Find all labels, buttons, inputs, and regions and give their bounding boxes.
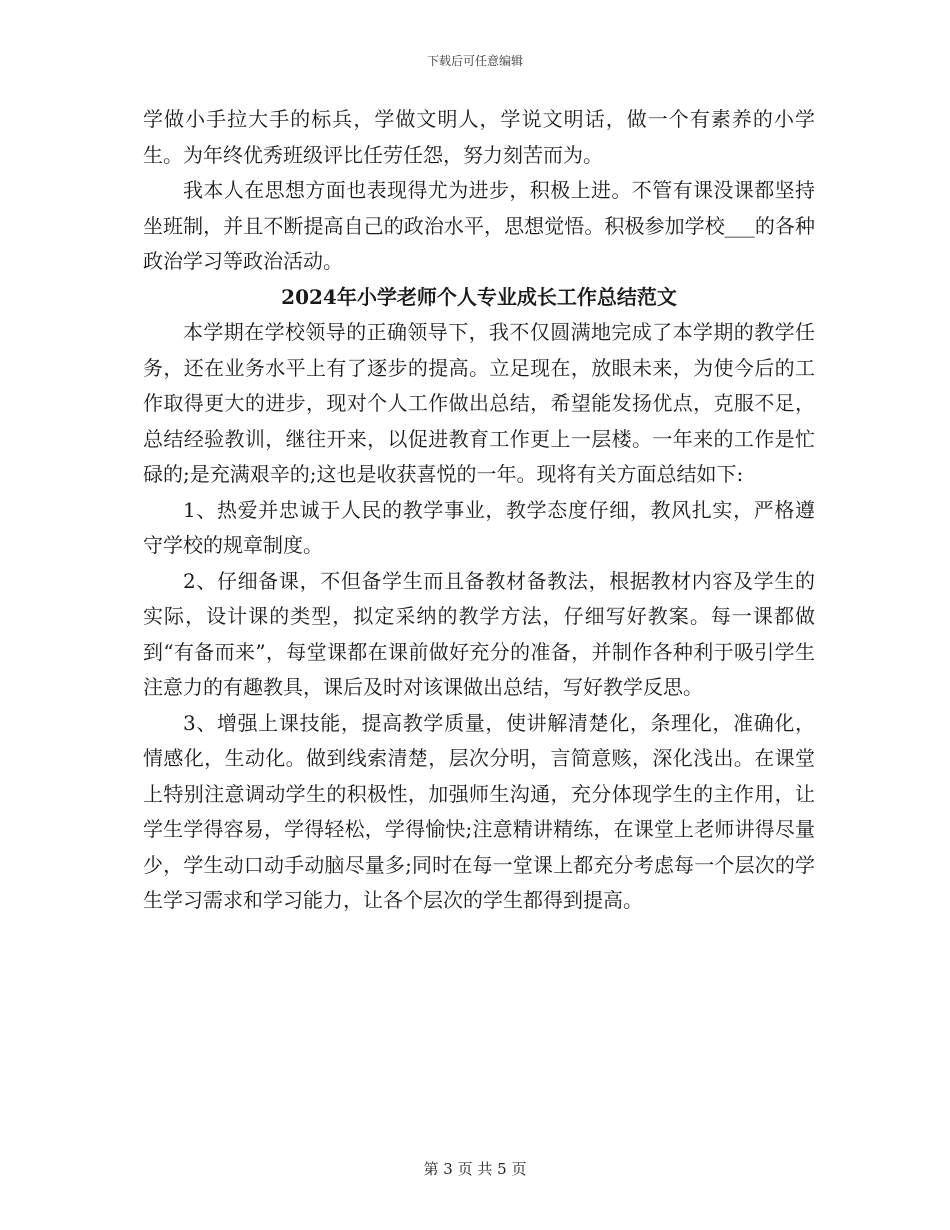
paragraph-continued: 学做小手拉大手的标兵，学做文明人，学说文明话，做一个有素养的小学生。为年终优秀班级评比任劳任怨，努力刻苦而为。 (143, 107, 815, 167)
paragraph-item-2: 2、仔细备课，不但备学生而且备教材备教法，根据教材内容及学生的实际，设计课的类型，拟定采纳的教学方法，仔细写好教案。每一课都做到“有备而来”，每堂课都在课前做好充分的准备，并制作各种利于吸引学生注意力的有趣教具，课后及时对该课做出总结，写好教学反思。 (143, 568, 815, 699)
page-header-note: 下载后可任意编辑 (426, 54, 523, 68)
section-title: 2024年小学老师个人专业成长工作总结范文 (281, 284, 677, 309)
paragraph-thought: 我本人在思想方面也表现得尤为进步，积极上进。不管有课没课都坚持坐班制，并且不断提高自己的政治水平，思想觉悟。积极参加学校___的各种政治学习等政治活动。 (143, 178, 815, 273)
paragraph-item-3: 3、增强上课技能，提高教学质量，使讲解清楚化，条理化，准确化，情感化，生动化。做到线索清楚，层次分明，言简意赅，深化浅出。在课堂上特别注意调动学生的积极性，加强师生沟通，充分体现学生的主作用，让学生学得容易，学得轻松，学得愉快;注意精讲精练，在课堂上老师讲得尽量少，学生动口动手动脑尽量多;同时在每一堂课上都充分考虑每一个层次的学生学习需求和学习能力，让各个层次的学生都得到提高。 (143, 710, 815, 912)
paragraph-intro: 本学期在学校领导的正确领导下，我不仅圆满地完成了本学期的教学任务，还在业务水平上有了逐步的提高。立足现在，放眼未来，为使今后的工作取得更大的进步，现对个人工作做出总结，希望能发扬优点，克服不足，总结经验教训，继往开来，以促进教育工作更上一层楼。一年来的工作是忙碌的;是充满艰辛的;这也是收获喜悦的一年。现将有关方面总结如下: (143, 320, 815, 486)
paragraph-item-1: 1、热爱并忠诚于人民的教学事业，教学态度仔细，教风扎实，严格遵守学校的规章制度。 (143, 497, 815, 557)
document-body (143, 102, 815, 919)
page-number: 第 3 页 共 5 页 (423, 1160, 527, 1178)
